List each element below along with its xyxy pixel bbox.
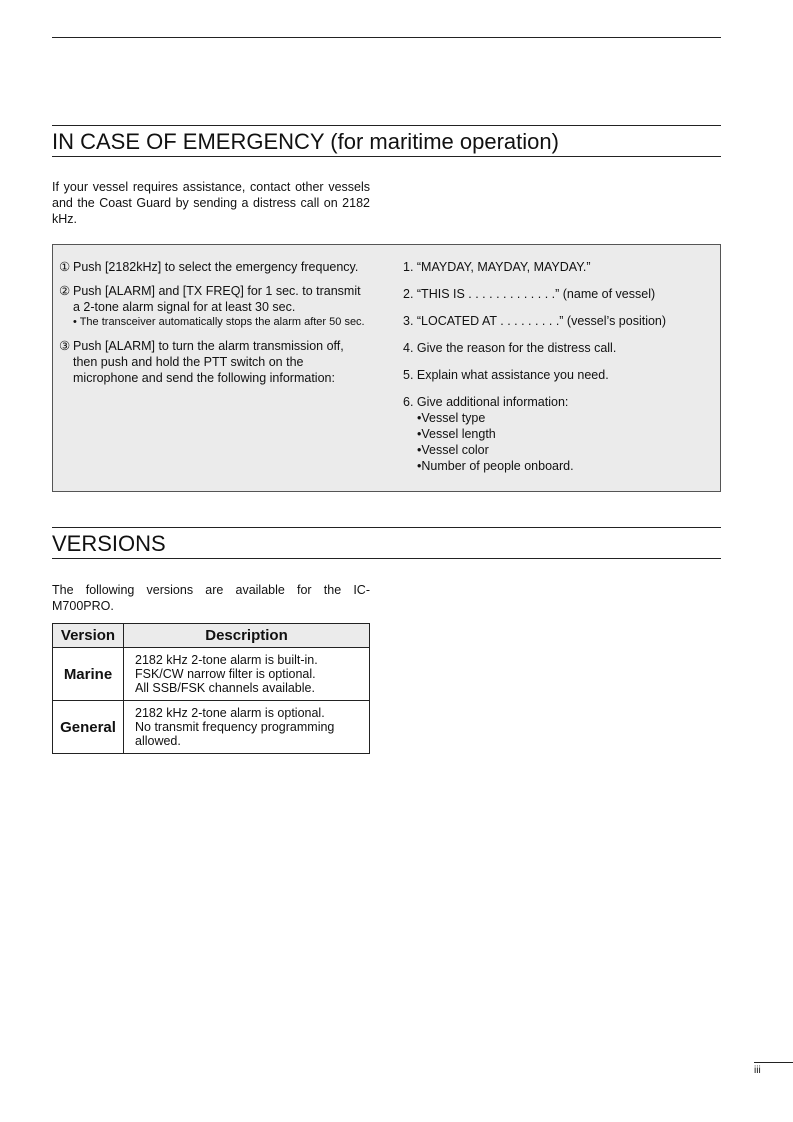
step-number: ②	[59, 284, 71, 298]
versions-table	[52, 623, 370, 754]
step-text: Push [ALARM] and [TX FREQ] for 1 sec. to transmit a 2-tone alarm signal for at least 30 sec.	[73, 284, 361, 314]
version-description	[124, 648, 370, 701]
call-item: 5. Explain what assistance you need.	[403, 368, 609, 382]
description-line: FSK/CW narrow filter is optional.	[135, 667, 316, 681]
description-line: allowed.	[135, 734, 181, 748]
table-header-row	[53, 624, 370, 648]
call-item: 4. Give the reason for the distress call.	[403, 341, 617, 355]
table-row	[53, 648, 370, 701]
page-number: iii	[754, 1062, 793, 1076]
versions-title: VERSIONS	[52, 527, 721, 559]
version-description	[124, 701, 370, 754]
call-item: 2. “THIS IS . . . . . . . . . . . . .” (name of vessel)	[403, 287, 656, 301]
version-name: Marine	[53, 648, 124, 701]
emergency-title: IN CASE OF EMERGENCY (for maritime operation)	[52, 125, 721, 157]
emergency-intro: If your vessel requires assistance, contact other vessels and the Coast Guard by sending a distress call on 2182 kHz.	[52, 180, 370, 226]
step-item	[59, 338, 371, 386]
table-row	[53, 701, 370, 754]
column-header-description: Description	[124, 624, 370, 648]
step-text: Push [ALARM] to turn the alarm transmission off, then push and hold the PTT switch on the microphone and send the following information:	[73, 339, 344, 385]
step-number: ①	[59, 260, 71, 274]
column-header-version: Version	[53, 624, 124, 648]
top-rule	[52, 37, 721, 38]
step-item	[59, 259, 371, 275]
distress-call-list	[403, 259, 713, 485]
description-line: All SSB/FSK channels available.	[135, 681, 315, 695]
call-item: 1. “MAYDAY, MAYDAY, MAYDAY.”	[403, 260, 591, 274]
info-item: • Vessel color	[417, 442, 713, 458]
step-note: • The transceiver automatically stops the alarm after 50 sec.	[73, 316, 365, 328]
step-item	[59, 283, 371, 330]
alarm-steps-list	[59, 259, 371, 394]
info-item: • Number of people onboard.	[417, 458, 713, 474]
additional-info-list	[403, 410, 713, 474]
step-number: ③	[59, 339, 71, 353]
versions-intro: The following versions are available for the IC-M700PRO.	[52, 583, 370, 613]
call-item: 3. “LOCATED AT . . . . . . . . .” (vessel’s position)	[403, 314, 667, 328]
call-item	[403, 394, 713, 474]
description-line: No transmit frequency programming	[135, 720, 335, 734]
version-name: General	[53, 701, 124, 754]
description-line: 2182 kHz 2-tone alarm is optional.	[135, 706, 325, 720]
emergency-procedure-box	[52, 244, 721, 492]
info-item: • Vessel length	[417, 426, 713, 442]
description-line: 2182 kHz 2-tone alarm is built-in.	[135, 653, 318, 667]
info-item: • Vessel type	[417, 410, 713, 426]
step-text: Push [2182kHz] to select the emergency frequency.	[73, 260, 359, 274]
call-item-text: 6. Give additional information:	[403, 395, 569, 409]
